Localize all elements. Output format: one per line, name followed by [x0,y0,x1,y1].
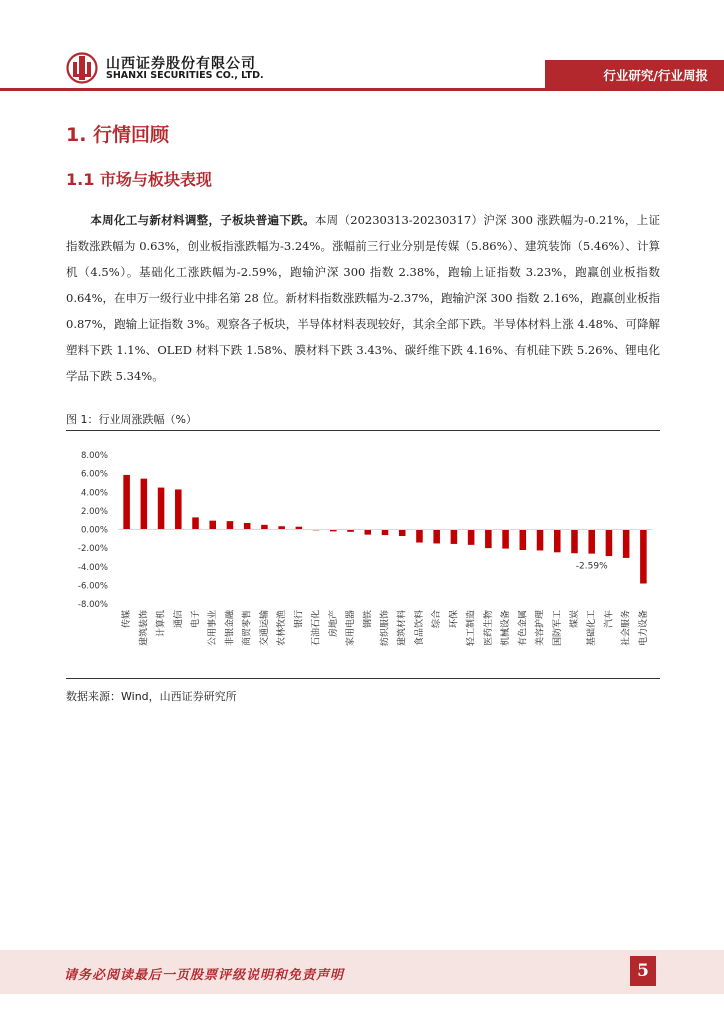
x-tick-label: 煤炭 [569,610,580,629]
bar [227,521,234,529]
y-tick-label: -8.00% [77,600,108,610]
bar [468,530,475,545]
x-tick-label: 非银金融 [225,610,236,647]
report-type-label: 行业研究/行业周报 [603,68,708,83]
x-tick-label: 食品饮料 [414,610,425,647]
x-tick-label: 社会服务 [621,610,632,647]
bar [606,530,613,557]
x-tick-label: 石油石化 [311,610,322,647]
bar [261,525,268,530]
x-tick-label: 通信 [173,610,184,629]
bar [399,530,406,537]
y-tick-label: -4.00% [77,562,108,573]
bar [382,530,389,536]
x-tick-label: 环保 [449,610,460,629]
y-tick-label: 8.00% [80,451,108,461]
x-tick-label: 建筑材料 [397,610,408,647]
bar [571,530,578,554]
x-tick-label: 国防军工 [552,610,563,647]
y-tick-label: -6.00% [77,581,108,592]
x-tick-label: 商贸零售 [242,610,253,647]
y-tick-label: 6.00% [80,469,108,480]
x-tick-label: 传媒 [122,610,133,629]
industry-weekly-change-chart [66,431,660,677]
y-tick-label: 0.00% [80,525,108,536]
data-source: 数据来源：Wind，山西证券研究所 [66,690,237,703]
bar [520,530,527,550]
x-tick-label: 美容护理 [535,610,546,647]
paragraph-text: 本周（20230313-20230317）沪深 300 涨跌幅为-0.21%，上证指数涨跌幅为 0.63%，创业板指涨跌幅为-3.24%。涨幅前三行业分别是传媒（5.86%）、建筑装饰（5.46%）、计算机（4.5%）。基础化工涨跌幅为-2.59%，跑输沪深 300 指数 2.38%，跑输上证指数 3.23%，跑赢创业板指数 0.64%，在申万一级行业中排名第 28 位。新材料指数涨跌幅为-2.37%，跑输沪深 300 指数 2.16%，跑赢创业板指 0.87%，跑输上证指数 3%。观察各子板块，半导体材料表现较好，其余全部下跌。半导体材料上涨 4.48%、可降解塑料下跌 1.1%、OLED 材料下跌 1.58%、膜材料下跌 3.43%、碳纤维下跌 4.16%、有机硅下跌 5.26%、锂电化学品下跌 5.34%。 [66,213,660,383]
bar [123,475,130,530]
x-tick-label: 家用电器 [346,610,357,647]
bar [175,489,182,529]
x-tick-label: 电力设备 [638,610,649,647]
page-header [0,0,724,92]
report-type-band [545,60,724,88]
x-tick-label: 有色金属 [518,610,529,647]
header-divider [0,88,724,91]
company-logo-icon [66,52,98,84]
body-paragraph [66,207,660,389]
page-footer [0,950,724,994]
bar [554,530,561,553]
bar [192,517,199,529]
x-tick-label: 机械设备 [501,610,512,647]
x-tick-label: 电子 [191,610,202,629]
y-tick-label: -2.00% [77,544,108,555]
x-tick-label: 建筑装饰 [139,610,150,647]
section-heading: 1. 行情回顾 [66,124,170,146]
bar [433,530,440,544]
company-name-cn: 山西证券股份有限公司 [106,56,256,72]
x-tick-label: 汽车 [604,610,615,629]
y-tick-label: 2.00% [80,506,108,517]
bar [451,530,458,544]
x-tick-label: 计算机 [156,610,167,638]
footer-disclaimer: 请务必阅读最后一页股票评级说明和免责声明 [64,968,345,983]
y-tick-label: 4.00% [80,488,108,499]
bar [158,488,165,530]
bar [537,530,544,551]
x-tick-label: 综合 [432,610,443,629]
bar [209,521,216,530]
x-tick-label: 钢铁 [363,610,374,629]
company-name-en: SHANXI SECURITIES CO., LTD. [106,70,264,81]
x-tick-label: 轻工制造 [466,610,477,647]
figure-title: 图 1：行业周涨跌幅（%） [66,413,197,426]
bar [640,530,647,584]
bar [502,530,509,549]
x-tick-label: 农林牧渔 [277,610,288,647]
bar [485,530,492,549]
bar [365,530,372,535]
y-axis-ticks [78,451,108,610]
bar [416,530,423,543]
x-tick-label: 房地产 [328,610,339,638]
paragraph-lead: 本周化工与新材料调整，子板块普遍下跌。 [90,213,315,227]
x-tick-label: 纺织服饰 [380,610,391,647]
x-tick-label: 基础化工 [587,610,598,647]
subsection-heading: 1.1 市场与板块表现 [66,170,212,189]
x-tick-label: 交通运输 [259,610,270,647]
figure-bottom-rule [66,678,660,679]
bar [588,530,595,554]
bar [141,479,148,530]
x-tick-label: 医药生物 [483,610,494,647]
bar [244,523,251,530]
page-number: 5 [630,956,656,986]
x-tick-label: 公用事业 [208,610,219,647]
x-tick-label: 银行 [294,610,305,629]
chart-annotation: -2.59% [575,561,608,572]
bar [623,530,630,558]
x-axis-labels [120,609,649,646]
